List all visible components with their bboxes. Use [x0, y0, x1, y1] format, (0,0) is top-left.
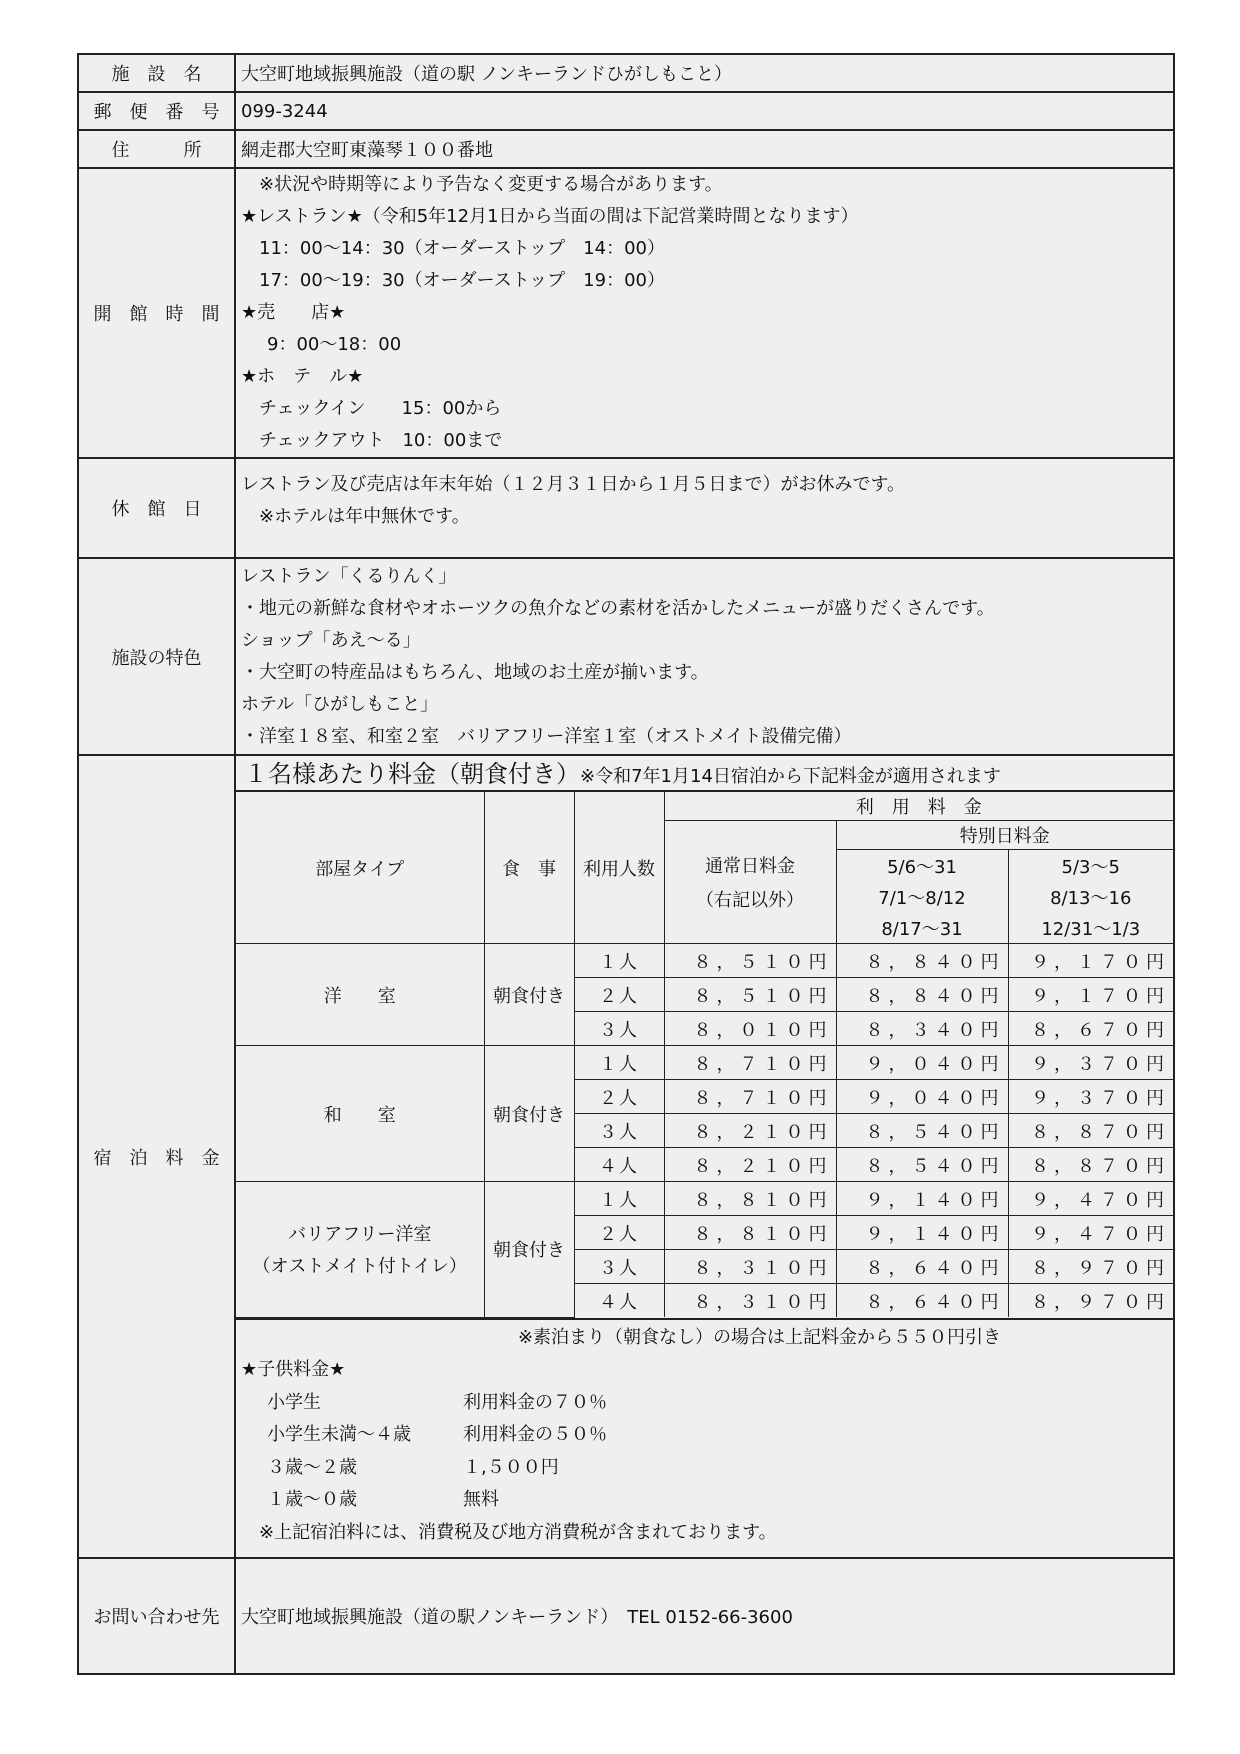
hours-line: 17：00～19：30（オーダーストップ 19：00） — [259, 270, 665, 291]
price-special-2: ８，６７０円 — [1008, 1012, 1173, 1046]
features-line: ショップ「あえ～る」 — [241, 629, 421, 651]
child-rate-row — [241, 1387, 1168, 1420]
lodging-title-text: １名様あたり料金（朝食付き） — [244, 760, 580, 788]
price-special-2: ９，１７０円 — [1008, 944, 1173, 978]
lodging-value — [235, 755, 1174, 1558]
header-persons: 利用人数 — [574, 792, 664, 944]
lodging-title-note: ※令和7年1月14日宿泊から下記料金が適用されます — [580, 766, 1001, 787]
price-normal: ８，５１０円 — [664, 944, 836, 978]
rate-table — [236, 792, 1173, 1318]
persons-cell: ４人 — [574, 1148, 664, 1182]
lodging-title — [236, 756, 1173, 792]
facility-name-value: 大空町地域振興施設（道の駅 ノンキーランドひがしもこと） — [235, 54, 1174, 92]
price-special-2: ９，３７０円 — [1008, 1046, 1173, 1080]
persons-cell: ３人 — [574, 1012, 664, 1046]
postal-code-label: 郵 便 番 号 — [78, 92, 235, 130]
child-rate-row — [241, 1452, 1168, 1485]
header-sp2-line2: 8/13～16 — [1008, 881, 1173, 912]
hours-line: ★売 店★ — [241, 302, 346, 323]
price-special-1: ８，６４０円 — [836, 1284, 1008, 1318]
room-type-barrier-free — [236, 1182, 484, 1318]
price-special-1: ８，５４０円 — [836, 1148, 1008, 1182]
child-rate-title: ★子供料金★ — [241, 1359, 346, 1380]
persons-cell: ２人 — [574, 1080, 664, 1114]
child-rate-value: 利用料金の５０％ — [463, 1424, 607, 1445]
contact-value: 大空町地域振興施設（道の駅ノンキーランド） TEL 0152-66-3600 — [235, 1558, 1174, 1674]
child-rate-key: 小学生 — [267, 1391, 321, 1413]
header-sp1-line1: 5/6～31 — [836, 850, 1008, 882]
facility-name-label: 施 設 名 — [78, 54, 235, 92]
no-meal-note: ※素泊まり（朝食なし）の場合は上記料金から５５０円引き — [517, 1326, 1002, 1348]
price-special-1: ８，８４０円 — [836, 944, 1008, 978]
address-label: 住 所 — [78, 130, 235, 168]
address-value: 網走郡大空町東藻琴１００番地 — [235, 130, 1174, 168]
price-special-2: ９，１７０円 — [1008, 978, 1173, 1012]
header-normal-line1: 通常日料金 — [705, 856, 795, 877]
price-normal: ８，２１０円 — [664, 1114, 836, 1148]
price-normal: ８，８１０円 — [664, 1182, 836, 1216]
price-special-1: ９，０４０円 — [836, 1046, 1008, 1080]
closed-value — [235, 458, 1174, 558]
room-type-barrier-free-line1: バリアフリー洋室 — [288, 1224, 432, 1246]
price-special-1: ８，５４０円 — [836, 1114, 1008, 1148]
room-meal: 朝食付き — [484, 1046, 574, 1182]
postal-code-value: 099-3244 — [235, 92, 1174, 130]
closed-line: レストラン及び売店は年末年始（１２月３１日から１月５日まで）がお休みです。 — [241, 474, 906, 495]
persons-cell: ２人 — [574, 1216, 664, 1250]
header-sp2-line3: 12/31～1/3 — [1008, 912, 1173, 944]
price-normal: ８，８１０円 — [664, 1216, 836, 1250]
table-row — [236, 1182, 1173, 1216]
hours-line: 11：00～14：30（オーダーストップ 14：00） — [259, 238, 665, 259]
price-normal: ８，３１０円 — [664, 1284, 836, 1318]
features-line: ・大空町の特産品はもちろん、地域のお土産が揃います。 — [241, 661, 709, 683]
price-normal: ８，５１０円 — [664, 978, 836, 1012]
room-type-western: 洋 室 — [236, 944, 484, 1046]
persons-cell: １人 — [574, 944, 664, 978]
price-special-1: ８，３４０円 — [836, 1012, 1008, 1046]
price-normal: ８，０１０円 — [664, 1012, 836, 1046]
child-rate-value: 利用料金の７０％ — [463, 1391, 607, 1413]
features-line: レストラン「くるりんく」 — [241, 565, 457, 587]
child-rate-value: 無料 — [463, 1489, 499, 1510]
features-value — [235, 558, 1174, 755]
price-special-1: ９，１４０円 — [836, 1216, 1008, 1250]
features-label: 施設の特色 — [78, 558, 235, 755]
persons-cell: １人 — [574, 1182, 664, 1216]
price-special-1: ８，６４０円 — [836, 1250, 1008, 1284]
features-line: ・洋室１８室、和室２室 バリアフリー洋室１室（オストメイト設備完備） — [241, 725, 852, 747]
price-special-1: ９，０４０円 — [836, 1080, 1008, 1114]
persons-cell: ４人 — [574, 1284, 664, 1318]
price-special-2: ８，８７０円 — [1008, 1114, 1173, 1148]
child-rate-key: 小学生未満～４歳 — [267, 1424, 411, 1445]
child-rate-key: ３歳～２歳 — [267, 1456, 357, 1478]
price-normal: ８，７１０円 — [664, 1080, 836, 1114]
price-special-2: ８，８７０円 — [1008, 1148, 1173, 1182]
header-normal-line2: （右記以外） — [696, 890, 804, 911]
lodging-label: 宿 泊 料 金 — [78, 755, 235, 1558]
hours-line: ※状況や時期等により予告なく変更する場合があります。 — [259, 174, 723, 195]
child-rate-row — [241, 1484, 1168, 1517]
tax-note: ※上記宿泊料には、消費税及び地方消費税が含まれております。 — [259, 1521, 777, 1543]
child-rate-value: １,５００円 — [463, 1456, 559, 1478]
price-special-2: ８，９７０円 — [1008, 1284, 1173, 1318]
persons-cell: ３人 — [574, 1250, 664, 1284]
price-normal: ８，３１０円 — [664, 1250, 836, 1284]
facility-info-sheet — [77, 53, 1175, 1675]
price-special-1: ９，１４０円 — [836, 1182, 1008, 1216]
hours-value — [235, 168, 1174, 458]
price-normal: ８，７１０円 — [664, 1046, 836, 1080]
features-line: ・地元の新鮮な食材やオホーツクの魚介などの素材を活かしたメニューが盛りだくさんです。 — [241, 597, 995, 619]
child-rate-row — [241, 1419, 1168, 1452]
header-sp1-line3: 8/17～31 — [836, 912, 1008, 944]
price-special-2: ９，３７０円 — [1008, 1080, 1173, 1114]
header-sp2-line1: 5/3～5 — [1008, 850, 1173, 882]
persons-cell: ３人 — [574, 1114, 664, 1148]
hours-line: チェックイン 15：00から — [259, 398, 502, 419]
hours-line: ★レストラン★（令和5年12月1日から当面の間は下記営業時間となります） — [241, 206, 859, 227]
facility-info-table — [77, 53, 1175, 1675]
header-meal: 食 事 — [484, 792, 574, 944]
price-special-2: ８，９７０円 — [1008, 1250, 1173, 1284]
lodging-notes — [236, 1318, 1173, 1558]
child-rate-key: １歳～０歳 — [267, 1489, 357, 1510]
room-type-barrier-free-line2: （オストメイト付トイレ） — [252, 1256, 467, 1278]
persons-cell: ２人 — [574, 978, 664, 1012]
price-special-1: ８，８４０円 — [836, 978, 1008, 1012]
header-normal — [664, 821, 836, 944]
hours-label: 開 館 時 間 — [78, 168, 235, 458]
hours-line: チェックアウト 10：00まで — [259, 430, 503, 451]
price-special-2: ９，４７０円 — [1008, 1216, 1173, 1250]
table-row — [236, 1046, 1173, 1080]
room-meal: 朝食付き — [484, 944, 574, 1046]
features-line: ホテル「ひがしもこと」 — [241, 693, 439, 715]
hours-line: 9：00～18：00 — [267, 334, 402, 355]
header-sp1-line2: 7/1～8/12 — [836, 881, 1008, 912]
closed-line: ※ホテルは年中無休です。 — [259, 506, 470, 527]
price-special-2: ９，４７０円 — [1008, 1182, 1173, 1216]
hours-line: ★ホ テ ル★ — [241, 366, 364, 387]
room-type-japanese: 和 室 — [236, 1046, 484, 1182]
table-row — [236, 944, 1173, 978]
closed-label: 休 館 日 — [78, 458, 235, 558]
header-fee: 利 用 料 金 — [664, 792, 1173, 821]
contact-label: お問い合わせ先 — [78, 1558, 235, 1674]
header-special: 特別日料金 — [836, 821, 1173, 850]
price-normal: ８，２１０円 — [664, 1148, 836, 1182]
persons-cell: １人 — [574, 1046, 664, 1080]
header-room-type: 部屋タイプ — [236, 792, 484, 944]
room-meal: 朝食付き — [484, 1182, 574, 1318]
